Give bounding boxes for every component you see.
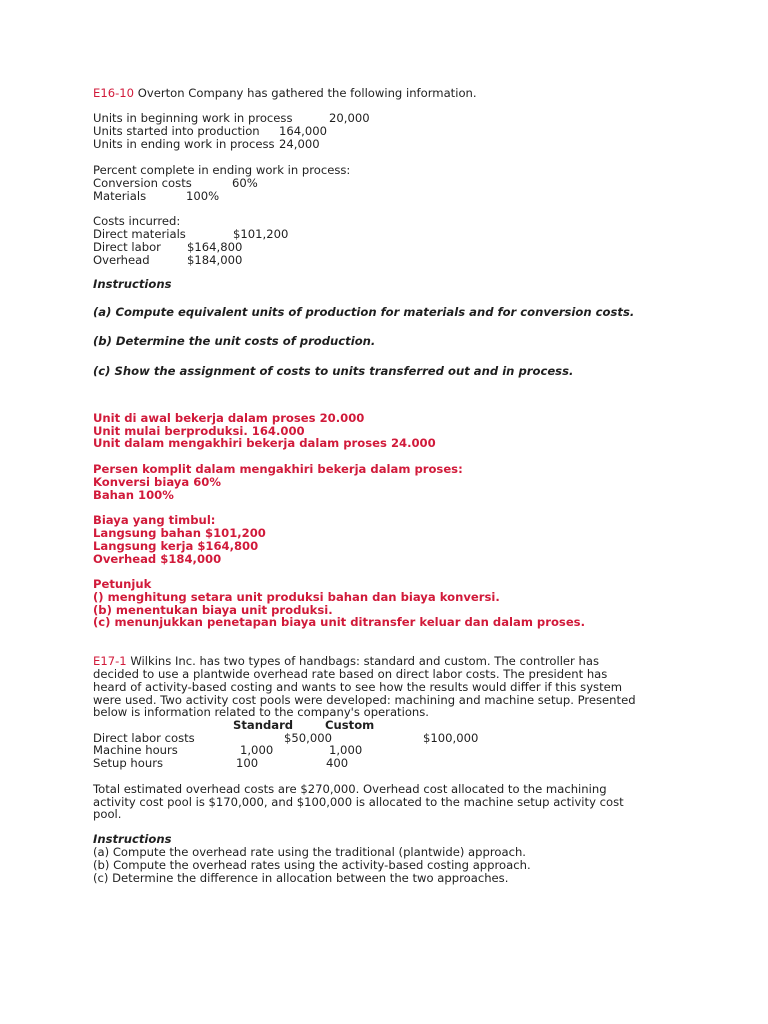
table-cell-custom: 1,000 bbox=[329, 743, 363, 757]
e16-instruction-item: (a) Compute equivalent units of production for materials and for conversion costs. bbox=[93, 305, 635, 319]
e16-code: E16-10 bbox=[93, 86, 135, 100]
translation-instructions-line: (c) menunjukkan penetapan biaya unit ditransfer keluar dan dalam proses. bbox=[93, 615, 585, 629]
e16-heading-line bbox=[93, 87, 477, 100]
translation-percent-line: Konversi biaya 60% bbox=[93, 475, 221, 489]
e16-percent-label: Materials bbox=[93, 189, 147, 203]
e16-instruction-item: (c) Show the assignment of costs to units transferred out and in process. bbox=[93, 364, 574, 378]
e17-code: E17-1 bbox=[93, 654, 127, 668]
e16-units-value: 164,000 bbox=[279, 124, 327, 138]
e17-para-line: decided to use a plantwide overhead rate based on direct labor costs. The president has bbox=[93, 667, 608, 681]
e16-intro: Overton Company has gathered the following information. bbox=[134, 86, 477, 100]
table-header-custom: Custom bbox=[325, 718, 375, 732]
table-cell-custom: 400 bbox=[326, 756, 349, 770]
e17-para-line: heard of activity-based costing and wants to see how the results would differ if this system bbox=[93, 680, 623, 694]
e17-para-line: below is information related to the company's operations. bbox=[93, 705, 429, 719]
translation-percent-line: Bahan 100% bbox=[93, 488, 174, 502]
table-cell-custom: $100,000 bbox=[423, 731, 479, 745]
translation-costs-line: Biaya yang timbul: bbox=[93, 513, 216, 527]
e17-total-line: pool. bbox=[93, 807, 122, 821]
translation-instructions-line: () menghitung setara unit produksi bahan dan biaya konversi. bbox=[93, 590, 500, 604]
e16-cost-value: $164,800 bbox=[187, 240, 243, 254]
e16-costs-heading: Costs incurred: bbox=[93, 214, 181, 228]
translation-units-line: Unit dalam mengakhiri bekerja dalam proses 24.000 bbox=[93, 436, 436, 450]
e16-cost-label: Direct materials bbox=[93, 227, 186, 241]
e17-total-line: Total estimated overhead costs are $270,000. Overhead cost allocated to the machining bbox=[93, 782, 607, 796]
table-cell-standard: $50,000 bbox=[284, 731, 332, 745]
translation-instructions-line: (b) menentukan biaya unit produksi. bbox=[93, 603, 333, 617]
e17-instructions-heading: Instructions bbox=[93, 832, 172, 846]
e16-units-row bbox=[93, 138, 275, 151]
e16-units-value: 24,000 bbox=[279, 137, 320, 151]
e16-percent-label: Conversion costs bbox=[93, 176, 192, 190]
e16-percent-value: 100% bbox=[186, 189, 220, 203]
table-row-label: Setup hours bbox=[93, 756, 164, 770]
e17-para-first: Wilkins Inc. has two types of handbags: standard and custom. The controller has bbox=[126, 654, 599, 668]
translation-percent-line: Persen komplit dalam mengakhiri bekerja dalam proses: bbox=[93, 462, 463, 476]
e16-units-label: Units started into production bbox=[93, 124, 260, 138]
e16-cost-label: Direct labor bbox=[93, 240, 161, 254]
translation-instructions-line: Petunjuk bbox=[93, 577, 152, 591]
translation-units-line: Unit mulai berproduksi. 164.000 bbox=[93, 424, 305, 438]
table-cell-standard: 1,000 bbox=[240, 743, 274, 757]
e16-units-label: Units in beginning work in process bbox=[93, 111, 293, 125]
e17-para-line: were used. Two activity cost pools were developed: machining and machine setup. Presented bbox=[93, 693, 636, 707]
e16-units-value: 20,000 bbox=[329, 111, 370, 125]
table-header-standard: Standard bbox=[233, 718, 294, 732]
table-row-label: Direct labor costs bbox=[93, 731, 195, 745]
translation-costs-line: Langsung kerja $164,800 bbox=[93, 539, 259, 553]
e17-total-line: activity cost pool is $170,000, and $100,000 is allocated to the machine setup activity cost bbox=[93, 795, 624, 809]
e17-instruction-item: (b) Compute the overhead rates using the activity-based costing approach. bbox=[93, 858, 531, 872]
table-cell-standard: 100 bbox=[236, 756, 259, 770]
e16-instruction-item: (b) Determine the unit costs of production. bbox=[93, 334, 376, 348]
e16-cost-value: $184,000 bbox=[187, 253, 243, 267]
table-row-label: Machine hours bbox=[93, 743, 178, 757]
e16-cost-value: $101,200 bbox=[233, 227, 289, 241]
e16-units-label: Units in ending work in process bbox=[93, 137, 275, 151]
e16-percent-heading: Percent complete in ending work in process: bbox=[93, 163, 351, 177]
translation-costs-line: Langsung bahan $101,200 bbox=[93, 526, 266, 540]
e16-percent-value: 60% bbox=[232, 176, 258, 190]
e16-instructions-heading: Instructions bbox=[93, 277, 172, 291]
translation-costs-line: Overhead $184,000 bbox=[93, 552, 222, 566]
translation-units-line: Unit di awal bekerja dalam proses 20.000 bbox=[93, 411, 365, 425]
e17-instruction-item: (a) Compute the overhead rate using the traditional (plantwide) approach. bbox=[93, 845, 526, 859]
e16-cost-label: Overhead bbox=[93, 253, 150, 267]
e17-instruction-item: (c) Determine the difference in allocation between the two approaches. bbox=[93, 871, 509, 885]
